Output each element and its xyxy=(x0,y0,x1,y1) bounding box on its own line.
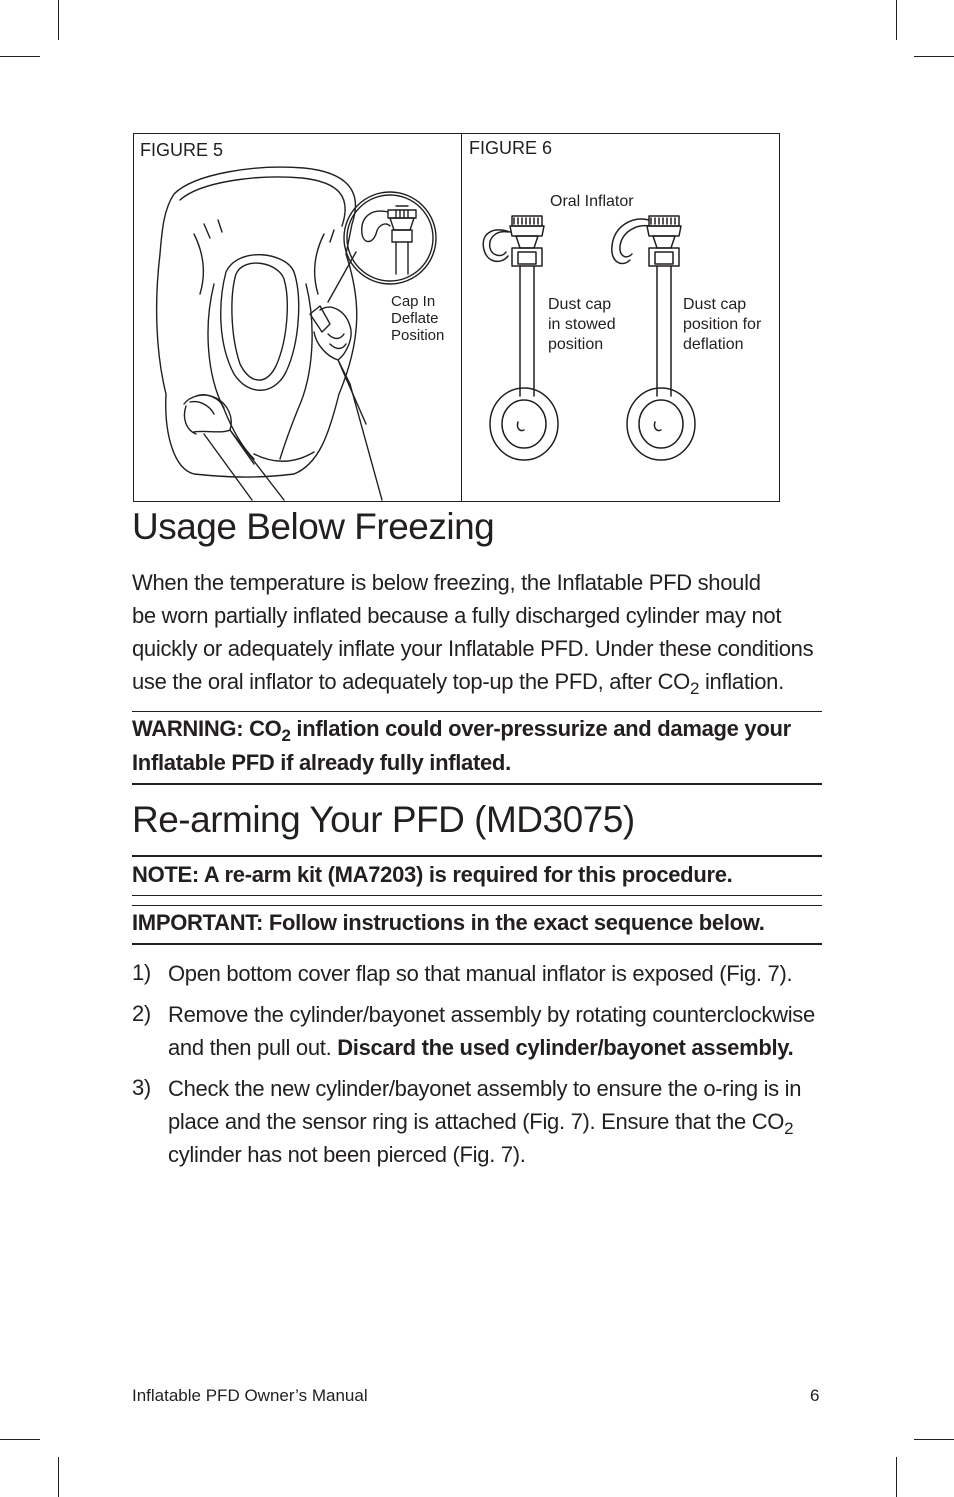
step-line: Open bottom cover flap so that manual inflator is exposed (Fig. 7). xyxy=(168,961,793,986)
step-line xyxy=(168,1105,818,1138)
footer-title: Inflatable PFD Owner’s Manual xyxy=(132,1386,368,1405)
note-text: NOTE: A re-arm kit (MA7203) is required for this procedure. xyxy=(132,862,733,887)
body-line xyxy=(132,665,822,698)
step-3-text xyxy=(168,1072,818,1171)
figure-6 xyxy=(461,133,780,502)
callout-line: Position xyxy=(391,327,445,344)
crop-mark xyxy=(914,1439,954,1440)
crop-mark xyxy=(0,56,40,57)
divider xyxy=(132,711,822,712)
crop-mark xyxy=(914,56,954,57)
warning-line-2: Inflatable PFD if already fully inflated. xyxy=(132,750,511,775)
label-line: position xyxy=(548,336,604,353)
oral-inflator-label: Oral Inflator xyxy=(550,193,634,210)
step-text: and then pull out. xyxy=(168,1035,338,1060)
figure-6-label: FIGURE 6 xyxy=(469,138,553,158)
step-number: 3) xyxy=(132,1075,151,1100)
step-number: 2) xyxy=(132,1001,151,1026)
step-bold-text: Discard the used cylinder/bayonet assembly. xyxy=(337,1035,794,1060)
body-text: use the oral inflator to adequately top-up the PFD, after CO xyxy=(132,669,690,694)
crop-mark xyxy=(896,0,897,40)
figure-5-label: FIGURE 5 xyxy=(140,140,224,160)
body-line: When the temperature is below freezing, the Inflatable PFD should xyxy=(132,570,761,595)
subscript: 2 xyxy=(784,1119,794,1138)
divider xyxy=(132,855,822,857)
callout-line: Deflate xyxy=(391,310,439,327)
label-line: in stowed xyxy=(548,316,616,333)
divider xyxy=(132,783,822,785)
step-line xyxy=(168,1031,818,1064)
crop-mark xyxy=(58,0,59,40)
callout-line: Cap In xyxy=(391,293,436,310)
crop-mark xyxy=(0,1439,40,1440)
step-line: cylinder has not been pierced (Fig. 7). xyxy=(168,1142,526,1167)
crop-mark xyxy=(58,1457,59,1497)
label-line: deflation xyxy=(683,336,744,353)
step-number: 1) xyxy=(132,960,151,985)
page-number: 6 xyxy=(810,1386,820,1405)
step-text: place and the sensor ring is attached (Fig. 7). Ensure that the CO xyxy=(168,1109,785,1134)
figure-5 xyxy=(133,133,462,502)
crop-mark xyxy=(896,1457,897,1497)
label-line: position for xyxy=(683,316,762,333)
subscript: 2 xyxy=(281,726,291,745)
warning-text: inflation could over-pressurize and damage your xyxy=(290,716,791,741)
body-line: be worn partially inflated because a fully discharged cylinder may not xyxy=(132,603,782,628)
body-line: quickly or adequately inflate your Inflatable PFD. Under these conditions xyxy=(132,636,814,661)
warning-text: WARNING: CO xyxy=(132,716,282,741)
divider xyxy=(132,905,822,906)
warning-line-1 xyxy=(132,716,791,745)
body-text: inflation. xyxy=(699,669,784,694)
step-line: Check the new cylinder/bayonet assembly to ensure the o-ring is in xyxy=(168,1076,802,1101)
divider xyxy=(132,943,822,945)
divider xyxy=(132,895,822,896)
rearm-heading: Re-arming Your PFD (MD3075) xyxy=(132,799,635,840)
step-2-text xyxy=(168,998,818,1064)
step-line: Remove the cylinder/bayonet assembly by rotating counterclockwise xyxy=(168,1002,815,1027)
subscript: 2 xyxy=(690,679,700,698)
important-text: IMPORTANT: Follow instructions in the exact sequence below. xyxy=(132,910,765,935)
dust-cap-deflation-label xyxy=(683,295,761,355)
cap-deflate-callout xyxy=(391,293,444,344)
label-line: Dust cap xyxy=(548,296,612,313)
usage-body xyxy=(132,566,822,698)
usage-heading: Usage Below Freezing xyxy=(132,506,495,547)
dust-cap-stowed-label xyxy=(548,295,616,355)
step-1-text xyxy=(168,957,818,990)
label-line: Dust cap xyxy=(683,296,747,313)
